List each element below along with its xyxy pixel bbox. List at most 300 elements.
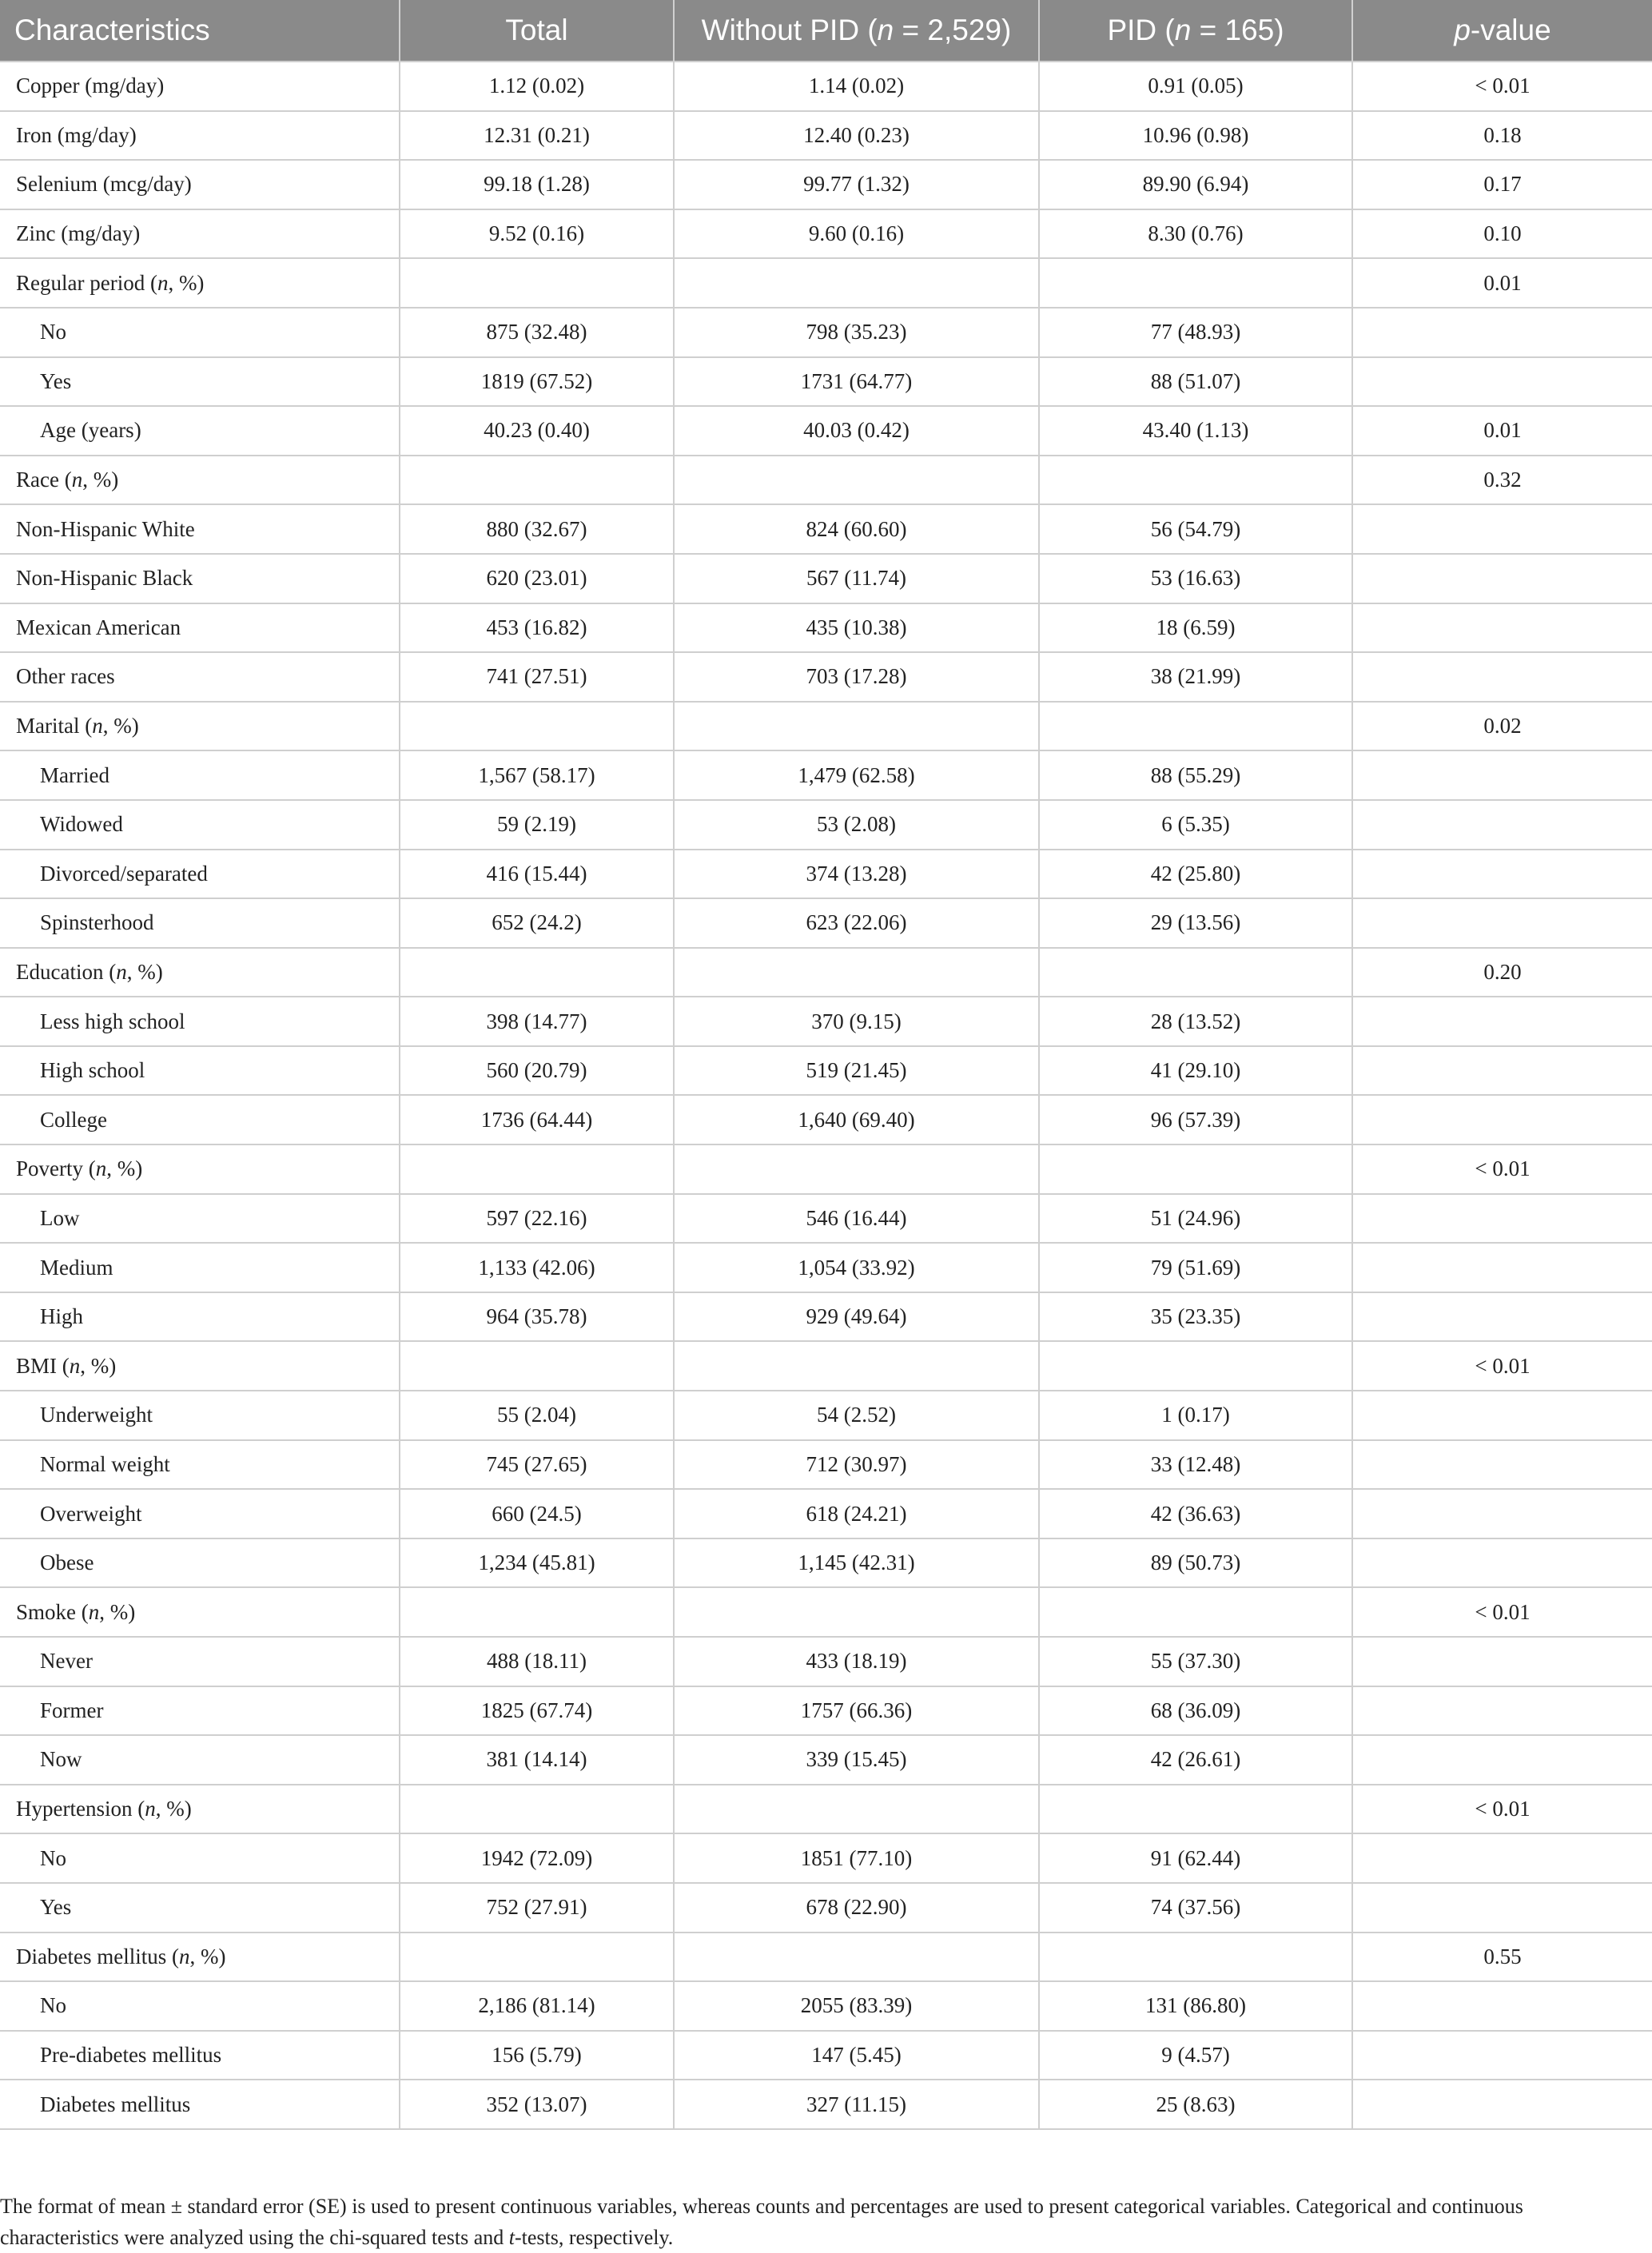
characteristic-label-pre: Diabetes mellitus ( bbox=[16, 1944, 179, 1968]
cell-p-value bbox=[1352, 357, 1652, 407]
cell-characteristic bbox=[0, 1391, 400, 1440]
characteristic-label-pre: Copper (mg/day) bbox=[16, 74, 165, 98]
characteristic-label-pre: Age (years) bbox=[40, 418, 141, 443]
cell-p-value: 0.55 bbox=[1352, 1933, 1652, 1982]
cell-total: 1,234 (45.81) bbox=[400, 1538, 674, 1588]
characteristic-label-pre: Smoke ( bbox=[16, 1599, 89, 1624]
characteristic-label-pre: Spinsterhood bbox=[40, 910, 154, 935]
cell-pid: 79 (51.69) bbox=[1039, 1243, 1352, 1292]
cell-pid: 6 (5.35) bbox=[1039, 800, 1352, 850]
cell-pid: 56 (54.79) bbox=[1039, 504, 1352, 554]
table-row bbox=[0, 554, 1652, 603]
characteristic-label-pre: No bbox=[40, 1845, 66, 1870]
cell-p-value bbox=[1352, 997, 1652, 1046]
cell-characteristic bbox=[0, 1194, 400, 1244]
cell-without-pid bbox=[674, 1933, 1039, 1982]
table-row bbox=[0, 1587, 1652, 1637]
table-row bbox=[0, 1391, 1652, 1440]
cell-characteristic bbox=[0, 1144, 400, 1194]
cell-characteristic bbox=[0, 1489, 400, 1538]
cell-characteristic bbox=[0, 1095, 400, 1144]
cell-p-value: < 0.01 bbox=[1352, 1341, 1652, 1391]
cell-characteristic bbox=[0, 504, 400, 554]
cell-total bbox=[400, 1785, 674, 1834]
characteristic-label-post: , %) bbox=[168, 270, 205, 295]
cell-pid bbox=[1039, 1587, 1352, 1637]
cell-pid: 35 (23.35) bbox=[1039, 1292, 1352, 1342]
cell-pid: 96 (57.39) bbox=[1039, 1095, 1352, 1144]
cell-pid: 42 (25.80) bbox=[1039, 850, 1352, 899]
characteristic-label-pre: Iron (mg/day) bbox=[16, 122, 137, 147]
cell-p-value bbox=[1352, 554, 1652, 603]
cell-without-pid: 703 (17.28) bbox=[674, 652, 1039, 702]
table-row bbox=[0, 997, 1652, 1046]
cell-characteristic bbox=[0, 1046, 400, 1096]
cell-p-value bbox=[1352, 1489, 1652, 1538]
cell-without-pid: 2055 (83.39) bbox=[674, 1981, 1039, 2031]
cell-total: 398 (14.77) bbox=[400, 997, 674, 1046]
cell-p-value: < 0.01 bbox=[1352, 1785, 1652, 1834]
cell-without-pid: 147 (5.45) bbox=[674, 2031, 1039, 2080]
cell-p-value: < 0.01 bbox=[1352, 62, 1652, 111]
cell-without-pid bbox=[674, 258, 1039, 308]
table-row bbox=[0, 750, 1652, 800]
characteristic-label-post: , %) bbox=[155, 1797, 192, 1821]
table-row bbox=[0, 1538, 1652, 1588]
cell-without-pid bbox=[674, 702, 1039, 751]
cell-p-value bbox=[1352, 1391, 1652, 1440]
cell-without-pid: 99.77 (1.32) bbox=[674, 160, 1039, 209]
characteristic-label-pre: Race ( bbox=[16, 468, 72, 492]
cell-total: 875 (32.48) bbox=[400, 308, 674, 357]
cell-p-value bbox=[1352, 1243, 1652, 1292]
characteristic-label-pre: Widowed bbox=[40, 812, 123, 837]
cell-characteristic bbox=[0, 1538, 400, 1588]
characteristic-label-pre: Overweight bbox=[40, 1501, 142, 1526]
table-row bbox=[0, 948, 1652, 997]
cell-pid bbox=[1039, 258, 1352, 308]
characteristic-label-it: n bbox=[95, 1156, 107, 1181]
cell-characteristic bbox=[0, 1981, 400, 2031]
cell-p-value bbox=[1352, 1833, 1652, 1883]
cell-pid: 53 (16.63) bbox=[1039, 554, 1352, 603]
header-pid-suffix: = 165) bbox=[1191, 14, 1284, 46]
cell-without-pid bbox=[674, 456, 1039, 505]
characteristic-label-post: , %) bbox=[189, 1944, 226, 1968]
cell-characteristic bbox=[0, 357, 400, 407]
cell-pid: 88 (55.29) bbox=[1039, 750, 1352, 800]
characteristic-label-pre: Non-Hispanic White bbox=[16, 516, 195, 541]
cell-total bbox=[400, 456, 674, 505]
cell-p-value bbox=[1352, 1440, 1652, 1490]
cell-without-pid: 1,145 (42.31) bbox=[674, 1538, 1039, 1588]
characteristic-label-it: n bbox=[178, 1944, 190, 1968]
characteristic-label-it: n bbox=[71, 468, 83, 492]
cell-without-pid: 623 (22.06) bbox=[674, 898, 1039, 948]
cell-characteristic bbox=[0, 1243, 400, 1292]
cell-without-pid: 370 (9.15) bbox=[674, 997, 1039, 1046]
table-body bbox=[0, 62, 1652, 2129]
cell-p-value: < 0.01 bbox=[1352, 1144, 1652, 1194]
header-without-pid-prefix: Without PID ( bbox=[701, 14, 878, 46]
cell-without-pid: 1,054 (33.92) bbox=[674, 1243, 1039, 1292]
cell-pid: 29 (13.56) bbox=[1039, 898, 1352, 948]
header-pid-n: n bbox=[1174, 14, 1192, 46]
cell-total: 2,186 (81.14) bbox=[400, 1981, 674, 2031]
cell-total bbox=[400, 948, 674, 997]
characteristic-label-it: n bbox=[157, 270, 169, 295]
cell-characteristic bbox=[0, 1440, 400, 1490]
cell-pid: 91 (62.44) bbox=[1039, 1833, 1352, 1883]
cell-p-value: 0.32 bbox=[1352, 456, 1652, 505]
characteristic-label-pre: BMI ( bbox=[16, 1353, 70, 1378]
table-header-row bbox=[0, 0, 1652, 62]
cell-pid: 55 (37.30) bbox=[1039, 1637, 1352, 1686]
cell-without-pid bbox=[674, 1587, 1039, 1637]
cell-characteristic bbox=[0, 2080, 400, 2129]
characteristic-label-pre: No bbox=[40, 320, 66, 344]
cell-without-pid: 435 (10.38) bbox=[674, 603, 1039, 653]
table-row bbox=[0, 1144, 1652, 1194]
cell-without-pid: 1851 (77.10) bbox=[674, 1833, 1039, 1883]
characteristic-label-post: , %) bbox=[99, 1599, 136, 1624]
cell-p-value bbox=[1352, 504, 1652, 554]
cell-total: 156 (5.79) bbox=[400, 2031, 674, 2080]
table-row bbox=[0, 1833, 1652, 1883]
characteristic-label-pre: Poverty ( bbox=[16, 1156, 96, 1181]
cell-total: 488 (18.11) bbox=[400, 1637, 674, 1686]
cell-characteristic bbox=[0, 1637, 400, 1686]
cell-pid: 68 (36.09) bbox=[1039, 1686, 1352, 1736]
cell-characteristic bbox=[0, 1833, 400, 1883]
header-without-pid-suffix: = 2,529) bbox=[894, 14, 1012, 46]
cell-total: 741 (27.51) bbox=[400, 652, 674, 702]
cell-p-value: < 0.01 bbox=[1352, 1587, 1652, 1637]
characteristic-label-post: , %) bbox=[126, 959, 163, 984]
cell-characteristic bbox=[0, 1587, 400, 1637]
table-row bbox=[0, 1243, 1652, 1292]
cell-total: 620 (23.01) bbox=[400, 554, 674, 603]
cell-pid: 10.96 (0.98) bbox=[1039, 111, 1352, 161]
cell-characteristic bbox=[0, 1292, 400, 1342]
cell-pid: 88 (51.07) bbox=[1039, 357, 1352, 407]
table-row bbox=[0, 1883, 1652, 1933]
cell-pid: 38 (21.99) bbox=[1039, 652, 1352, 702]
cell-without-pid: 1.14 (0.02) bbox=[674, 62, 1039, 111]
cell-characteristic bbox=[0, 1735, 400, 1785]
cell-p-value bbox=[1352, 800, 1652, 850]
cell-total: 99.18 (1.28) bbox=[400, 160, 674, 209]
characteristic-label-post: , %) bbox=[102, 714, 139, 738]
characteristic-label-pre: Non-Hispanic Black bbox=[16, 566, 193, 591]
table-row bbox=[0, 1686, 1652, 1736]
table-row bbox=[0, 1785, 1652, 1834]
table-row bbox=[0, 1637, 1652, 1686]
cell-pid: 25 (8.63) bbox=[1039, 2080, 1352, 2129]
cell-total: 560 (20.79) bbox=[400, 1046, 674, 1096]
cell-characteristic bbox=[0, 1883, 400, 1933]
cell-characteristic bbox=[0, 898, 400, 948]
table-row bbox=[0, 1292, 1652, 1342]
table-row bbox=[0, 1046, 1652, 1096]
cell-without-pid: 12.40 (0.23) bbox=[674, 111, 1039, 161]
cell-pid: 9 (4.57) bbox=[1039, 2031, 1352, 2080]
characteristic-label-pre: Medium bbox=[40, 1255, 113, 1280]
characteristic-label-pre: Underweight bbox=[40, 1403, 153, 1427]
cell-without-pid: 327 (11.15) bbox=[674, 2080, 1039, 2129]
table-row bbox=[0, 62, 1652, 111]
cell-without-pid: 618 (24.21) bbox=[674, 1489, 1039, 1538]
table-row bbox=[0, 504, 1652, 554]
table-row bbox=[0, 1095, 1652, 1144]
cell-pid bbox=[1039, 456, 1352, 505]
cell-pid: 28 (13.52) bbox=[1039, 997, 1352, 1046]
table-row bbox=[0, 800, 1652, 850]
characteristic-label-post: , %) bbox=[106, 1156, 143, 1181]
characteristic-label-pre: High school bbox=[40, 1058, 145, 1083]
cell-p-value bbox=[1352, 1735, 1652, 1785]
cell-characteristic bbox=[0, 850, 400, 899]
cell-without-pid: 433 (18.19) bbox=[674, 1637, 1039, 1686]
header-pid-prefix: PID ( bbox=[1107, 14, 1175, 46]
table-row bbox=[0, 1194, 1652, 1244]
table-row bbox=[0, 1981, 1652, 2031]
cell-characteristic bbox=[0, 2031, 400, 2080]
footnote-text: The format of mean ± standard error (SE) is used to present continuous variables, whereas counts and percentages are used to present categorical variables. Categorical and continuous characteristics were analyzed using the chi-squared tests and bbox=[0, 2195, 1523, 2249]
cell-pid: 43.40 (1.13) bbox=[1039, 406, 1352, 456]
cell-pid bbox=[1039, 1341, 1352, 1391]
table-row bbox=[0, 209, 1652, 259]
cell-without-pid: 519 (21.45) bbox=[674, 1046, 1039, 1096]
cell-without-pid bbox=[674, 948, 1039, 997]
header-p-suffix: -value bbox=[1470, 14, 1551, 46]
table-footnote bbox=[0, 2191, 1638, 2253]
characteristic-label-pre: College bbox=[40, 1107, 107, 1132]
cell-pid bbox=[1039, 702, 1352, 751]
cell-p-value bbox=[1352, 603, 1652, 653]
cell-total: 752 (27.91) bbox=[400, 1883, 674, 1933]
characteristic-label-pre: Now bbox=[40, 1747, 82, 1772]
characteristic-label-pre: Married bbox=[40, 762, 109, 787]
cell-pid: 42 (36.63) bbox=[1039, 1489, 1352, 1538]
cell-total: 1,133 (42.06) bbox=[400, 1243, 674, 1292]
table-row bbox=[0, 1735, 1652, 1785]
cell-total: 352 (13.07) bbox=[400, 2080, 674, 2129]
cell-without-pid: 712 (30.97) bbox=[674, 1440, 1039, 1490]
cell-without-pid: 824 (60.60) bbox=[674, 504, 1039, 554]
cell-characteristic bbox=[0, 1785, 400, 1834]
cell-characteristic bbox=[0, 62, 400, 111]
characteristic-label-pre: High bbox=[40, 1304, 83, 1329]
cell-p-value bbox=[1352, 1538, 1652, 1588]
table-row bbox=[0, 406, 1652, 456]
cell-without-pid bbox=[674, 1144, 1039, 1194]
characteristic-label-pre: Obese bbox=[40, 1550, 94, 1575]
header-characteristics-label: Characteristics bbox=[14, 14, 210, 46]
header-total-label: Total bbox=[505, 14, 568, 46]
table-row bbox=[0, 1440, 1652, 1490]
cell-p-value bbox=[1352, 750, 1652, 800]
characteristic-label-pre: Selenium (mcg/day) bbox=[16, 172, 192, 197]
cell-without-pid: 1,640 (69.40) bbox=[674, 1095, 1039, 1144]
cell-total bbox=[400, 1144, 674, 1194]
cell-without-pid: 40.03 (0.42) bbox=[674, 406, 1039, 456]
cell-characteristic bbox=[0, 111, 400, 161]
table-row bbox=[0, 652, 1652, 702]
cell-pid: 51 (24.96) bbox=[1039, 1194, 1352, 1244]
cell-p-value: 0.10 bbox=[1352, 209, 1652, 259]
cell-pid bbox=[1039, 1785, 1352, 1834]
table-row bbox=[0, 1341, 1652, 1391]
cell-pid: 89.90 (6.94) bbox=[1039, 160, 1352, 209]
cell-without-pid: 567 (11.74) bbox=[674, 554, 1039, 603]
cell-total: 55 (2.04) bbox=[400, 1391, 674, 1440]
characteristic-label-pre: Diabetes mellitus bbox=[40, 2092, 191, 2116]
header-total bbox=[400, 0, 674, 62]
cell-p-value: 0.02 bbox=[1352, 702, 1652, 751]
cell-total: 745 (27.65) bbox=[400, 1440, 674, 1490]
characteristic-label-pre: Normal weight bbox=[40, 1451, 170, 1476]
cell-total: 652 (24.2) bbox=[400, 898, 674, 948]
characteristic-label-pre: Education ( bbox=[16, 959, 117, 984]
cell-total: 9.52 (0.16) bbox=[400, 209, 674, 259]
cell-total: 1,567 (58.17) bbox=[400, 750, 674, 800]
cell-p-value bbox=[1352, 1637, 1652, 1686]
cell-pid: 41 (29.10) bbox=[1039, 1046, 1352, 1096]
header-pid bbox=[1039, 0, 1352, 62]
cell-without-pid: 9.60 (0.16) bbox=[674, 209, 1039, 259]
cell-p-value bbox=[1352, 850, 1652, 899]
characteristic-label-pre: Yes bbox=[40, 368, 72, 393]
cell-pid bbox=[1039, 1933, 1352, 1982]
characteristic-label-it: n bbox=[145, 1797, 156, 1821]
header-p-value bbox=[1352, 0, 1652, 62]
cell-p-value bbox=[1352, 1194, 1652, 1244]
table-row bbox=[0, 258, 1652, 308]
cell-total: 1819 (67.52) bbox=[400, 357, 674, 407]
cell-pid: 18 (6.59) bbox=[1039, 603, 1352, 653]
cell-pid: 42 (26.61) bbox=[1039, 1735, 1352, 1785]
characteristic-label-pre: Pre-diabetes mellitus bbox=[40, 2043, 222, 2068]
characteristic-label-it: n bbox=[92, 714, 103, 738]
cell-characteristic bbox=[0, 160, 400, 209]
table-row bbox=[0, 2080, 1652, 2129]
cell-characteristic bbox=[0, 948, 400, 997]
cell-characteristic bbox=[0, 308, 400, 357]
cell-characteristic bbox=[0, 406, 400, 456]
cell-without-pid: 1,479 (62.58) bbox=[674, 750, 1039, 800]
characteristic-label-pre: Zinc (mg/day) bbox=[16, 221, 141, 246]
cell-total bbox=[400, 1933, 674, 1982]
cell-characteristic bbox=[0, 997, 400, 1046]
cell-pid bbox=[1039, 1144, 1352, 1194]
cell-total bbox=[400, 1587, 674, 1637]
cell-without-pid: 929 (49.64) bbox=[674, 1292, 1039, 1342]
cell-characteristic bbox=[0, 1933, 400, 1982]
cell-p-value: 0.18 bbox=[1352, 111, 1652, 161]
cell-without-pid: 546 (16.44) bbox=[674, 1194, 1039, 1244]
table-row bbox=[0, 308, 1652, 357]
cell-without-pid: 374 (13.28) bbox=[674, 850, 1039, 899]
header-p-italic: p bbox=[1454, 14, 1471, 46]
cell-p-value bbox=[1352, 2031, 1652, 2080]
characteristic-label-post: , %) bbox=[80, 1353, 117, 1378]
cell-without-pid: 53 (2.08) bbox=[674, 800, 1039, 850]
table-row bbox=[0, 357, 1652, 407]
cell-p-value bbox=[1352, 1883, 1652, 1933]
table-row bbox=[0, 702, 1652, 751]
characteristic-label-it: n bbox=[69, 1353, 81, 1378]
cell-total: 1736 (64.44) bbox=[400, 1095, 674, 1144]
cell-total bbox=[400, 702, 674, 751]
cell-characteristic bbox=[0, 1341, 400, 1391]
cell-characteristic bbox=[0, 652, 400, 702]
table-row bbox=[0, 2031, 1652, 2080]
table-row bbox=[0, 1933, 1652, 1982]
cell-without-pid bbox=[674, 1785, 1039, 1834]
header-without-pid bbox=[674, 0, 1039, 62]
cell-total: 59 (2.19) bbox=[400, 800, 674, 850]
footnote-italic: t bbox=[508, 2226, 515, 2249]
cell-pid: 8.30 (0.76) bbox=[1039, 209, 1352, 259]
characteristic-label-pre: Regular period ( bbox=[16, 270, 157, 295]
cell-without-pid: 1757 (66.36) bbox=[674, 1686, 1039, 1736]
cell-p-value bbox=[1352, 1046, 1652, 1096]
cell-without-pid bbox=[674, 1341, 1039, 1391]
table-row bbox=[0, 898, 1652, 948]
cell-without-pid: 54 (2.52) bbox=[674, 1391, 1039, 1440]
cell-total: 40.23 (0.40) bbox=[400, 406, 674, 456]
characteristic-label-it: n bbox=[88, 1599, 100, 1624]
table-row bbox=[0, 850, 1652, 899]
characteristic-label-pre: Yes bbox=[40, 1895, 72, 1920]
cell-pid: 33 (12.48) bbox=[1039, 1440, 1352, 1490]
cell-pid: 74 (37.56) bbox=[1039, 1883, 1352, 1933]
cell-p-value: 0.01 bbox=[1352, 406, 1652, 456]
cell-total: 1825 (67.74) bbox=[400, 1686, 674, 1736]
cell-p-value: 0.20 bbox=[1352, 948, 1652, 997]
cell-pid: 77 (48.93) bbox=[1039, 308, 1352, 357]
cell-pid: 131 (86.80) bbox=[1039, 1981, 1352, 2031]
cell-p-value bbox=[1352, 898, 1652, 948]
cell-without-pid: 798 (35.23) bbox=[674, 308, 1039, 357]
cell-total bbox=[400, 1341, 674, 1391]
cell-total: 880 (32.67) bbox=[400, 504, 674, 554]
cell-total: 597 (22.16) bbox=[400, 1194, 674, 1244]
cell-pid: 89 (50.73) bbox=[1039, 1538, 1352, 1588]
table-row bbox=[0, 1489, 1652, 1538]
table-row bbox=[0, 456, 1652, 505]
cell-characteristic bbox=[0, 554, 400, 603]
characteristic-label-pre: Mexican American bbox=[16, 615, 181, 639]
cell-total: 1942 (72.09) bbox=[400, 1833, 674, 1883]
characteristic-label-pre: Less high school bbox=[40, 1009, 185, 1033]
cell-p-value bbox=[1352, 2080, 1652, 2129]
header-without-pid-n: n bbox=[877, 14, 894, 46]
footnote-text-end: -tests, respectively. bbox=[514, 2226, 674, 2249]
cell-p-value: 0.17 bbox=[1352, 160, 1652, 209]
characteristic-label-pre: Other races bbox=[16, 664, 115, 689]
characteristic-label-post: , %) bbox=[82, 468, 119, 492]
cell-characteristic bbox=[0, 1686, 400, 1736]
cell-total bbox=[400, 258, 674, 308]
characteristic-label-pre: Marital ( bbox=[16, 714, 93, 738]
cell-p-value bbox=[1352, 1292, 1652, 1342]
cell-p-value bbox=[1352, 308, 1652, 357]
cell-characteristic bbox=[0, 800, 400, 850]
characteristic-label-pre: Never bbox=[40, 1649, 93, 1674]
cell-p-value: 0.01 bbox=[1352, 258, 1652, 308]
